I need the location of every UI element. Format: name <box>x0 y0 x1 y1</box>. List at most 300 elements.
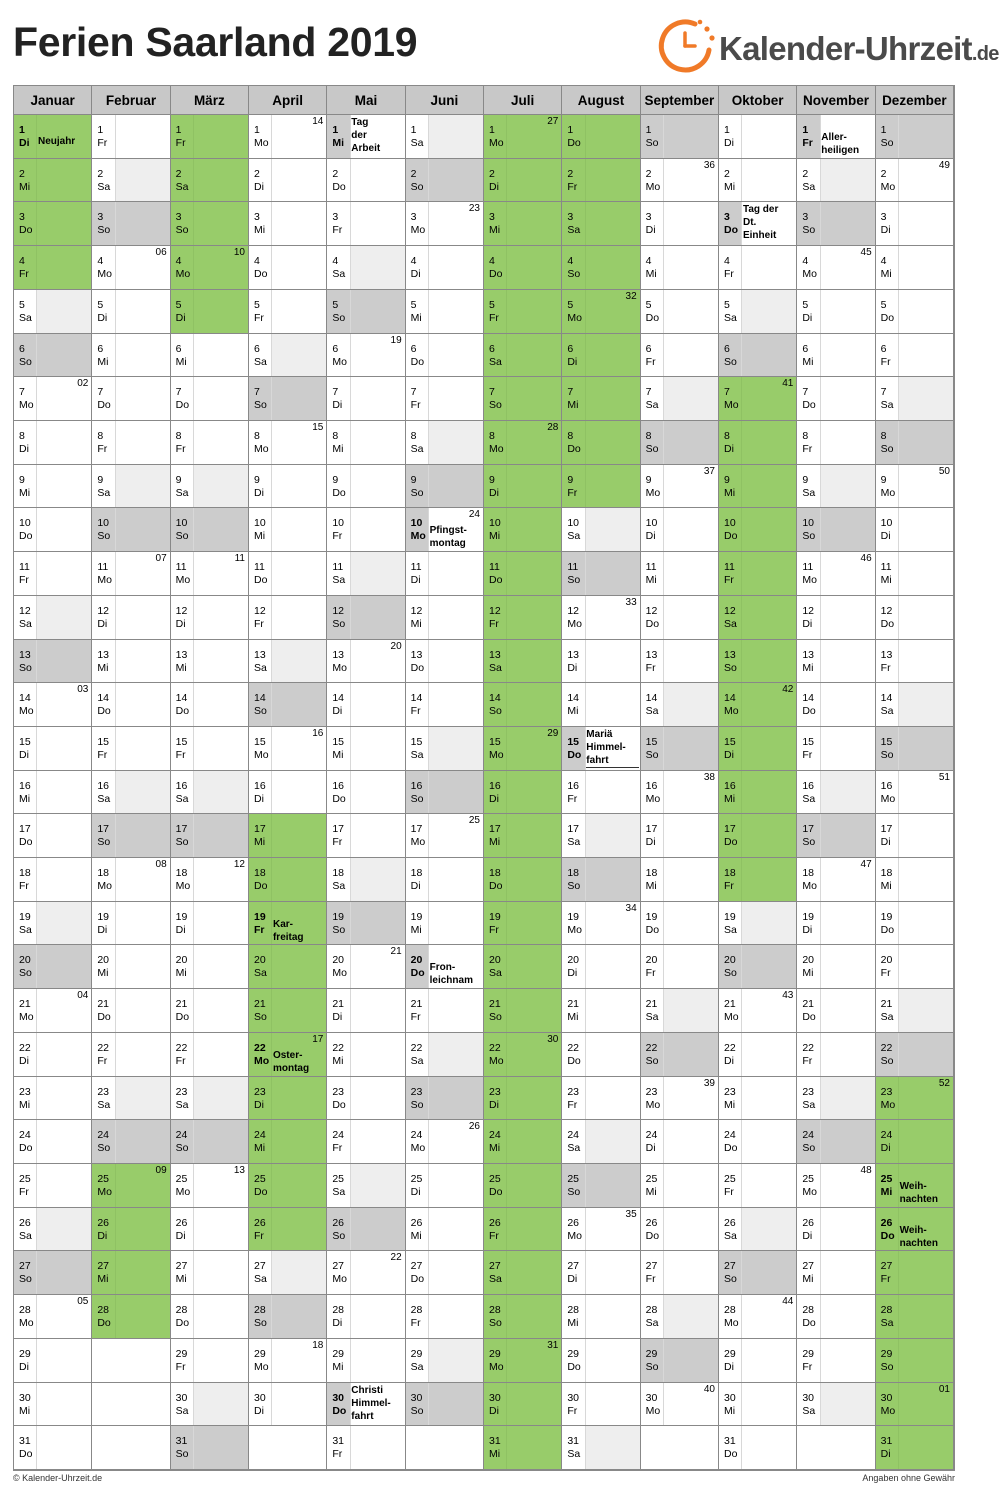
day-cell[interactable] <box>327 1208 405 1252</box>
day-cell[interactable] <box>171 115 249 159</box>
day-cell[interactable] <box>171 465 249 509</box>
day-cell[interactable] <box>171 640 249 684</box>
day-cell[interactable] <box>562 727 640 771</box>
day-cell[interactable] <box>876 377 954 421</box>
day-cell[interactable] <box>484 334 562 378</box>
day-cell[interactable] <box>249 771 327 815</box>
day-cell[interactable] <box>92 465 170 509</box>
day-cell[interactable] <box>249 115 327 159</box>
day-cell[interactable] <box>641 727 719 771</box>
day-cell[interactable] <box>641 202 719 246</box>
day-cell[interactable] <box>797 202 875 246</box>
day-cell[interactable] <box>562 1077 640 1121</box>
day-cell[interactable] <box>249 1077 327 1121</box>
day-cell[interactable] <box>797 1295 875 1339</box>
day-cell[interactable] <box>876 858 954 902</box>
day-cell[interactable] <box>641 683 719 727</box>
day-cell[interactable] <box>14 1383 92 1427</box>
day-cell[interactable] <box>876 115 954 159</box>
day-cell[interactable] <box>719 246 797 290</box>
day-cell[interactable] <box>14 1426 92 1470</box>
day-cell[interactable] <box>876 1383 954 1427</box>
day-cell[interactable] <box>171 159 249 203</box>
day-cell[interactable] <box>562 1339 640 1383</box>
day-cell[interactable] <box>327 771 405 815</box>
day-cell[interactable] <box>171 902 249 946</box>
day-cell[interactable] <box>92 989 170 1033</box>
day-cell[interactable] <box>562 1251 640 1295</box>
day-cell[interactable] <box>171 945 249 989</box>
day-cell[interactable] <box>719 334 797 378</box>
day-cell[interactable] <box>249 290 327 334</box>
day-cell[interactable] <box>797 989 875 1033</box>
day-cell[interactable] <box>92 596 170 640</box>
day-cell[interactable] <box>327 683 405 727</box>
day-cell[interactable] <box>719 159 797 203</box>
day-cell[interactable] <box>719 421 797 465</box>
day-cell[interactable] <box>562 814 640 858</box>
day-cell[interactable] <box>14 1208 92 1252</box>
day-cell[interactable] <box>797 902 875 946</box>
day-cell[interactable] <box>876 596 954 640</box>
day-cell[interactable] <box>249 1164 327 1208</box>
day-cell[interactable] <box>562 1208 640 1252</box>
day-cell[interactable] <box>249 465 327 509</box>
day-cell[interactable] <box>92 115 170 159</box>
day-cell[interactable] <box>641 115 719 159</box>
day-cell[interactable] <box>92 377 170 421</box>
day-cell[interactable] <box>876 246 954 290</box>
day-cell[interactable] <box>641 1251 719 1295</box>
day-cell[interactable] <box>327 1339 405 1383</box>
day-cell[interactable] <box>249 1295 327 1339</box>
day-cell[interactable] <box>14 115 92 159</box>
day-cell[interactable] <box>719 1033 797 1077</box>
day-cell[interactable] <box>876 727 954 771</box>
day-cell[interactable] <box>876 552 954 596</box>
day-cell[interactable] <box>406 1120 484 1164</box>
day-cell[interactable] <box>171 202 249 246</box>
day-cell[interactable] <box>641 421 719 465</box>
day-cell[interactable] <box>249 159 327 203</box>
day-cell[interactable] <box>171 1077 249 1121</box>
day-cell[interactable] <box>406 1077 484 1121</box>
day-cell[interactable] <box>641 1383 719 1427</box>
day-cell[interactable] <box>876 465 954 509</box>
day-cell[interactable] <box>797 290 875 334</box>
day-cell[interactable] <box>484 1120 562 1164</box>
day-cell[interactable] <box>719 465 797 509</box>
day-cell[interactable] <box>641 1295 719 1339</box>
day-cell[interactable] <box>484 902 562 946</box>
day-cell[interactable] <box>327 465 405 509</box>
day-cell[interactable] <box>876 421 954 465</box>
day-cell[interactable] <box>484 508 562 552</box>
day-cell[interactable] <box>171 1426 249 1470</box>
day-cell[interactable] <box>719 508 797 552</box>
day-cell[interactable] <box>562 377 640 421</box>
day-cell[interactable] <box>562 552 640 596</box>
day-cell[interactable] <box>876 1208 954 1252</box>
day-cell[interactable] <box>406 1251 484 1295</box>
day-cell[interactable] <box>327 508 405 552</box>
day-cell[interactable] <box>327 202 405 246</box>
day-cell[interactable] <box>14 814 92 858</box>
day-cell[interactable] <box>406 115 484 159</box>
day-cell[interactable] <box>406 290 484 334</box>
day-cell[interactable] <box>406 596 484 640</box>
day-cell[interactable] <box>92 945 170 989</box>
day-cell[interactable] <box>327 596 405 640</box>
day-cell[interactable] <box>562 858 640 902</box>
day-cell[interactable] <box>14 683 92 727</box>
day-cell[interactable] <box>719 596 797 640</box>
day-cell[interactable] <box>406 377 484 421</box>
day-cell[interactable] <box>797 465 875 509</box>
day-cell[interactable] <box>92 902 170 946</box>
day-cell[interactable] <box>406 1033 484 1077</box>
day-cell[interactable] <box>249 334 327 378</box>
day-cell[interactable] <box>484 465 562 509</box>
day-cell[interactable] <box>641 640 719 684</box>
day-cell[interactable] <box>406 640 484 684</box>
day-cell[interactable] <box>797 1251 875 1295</box>
day-cell[interactable] <box>719 683 797 727</box>
day-cell[interactable] <box>171 1208 249 1252</box>
day-cell[interactable] <box>406 683 484 727</box>
day-cell[interactable] <box>876 334 954 378</box>
day-cell[interactable] <box>14 159 92 203</box>
day-cell[interactable] <box>406 945 484 989</box>
day-cell[interactable] <box>876 290 954 334</box>
day-cell[interactable] <box>484 421 562 465</box>
day-cell[interactable] <box>406 989 484 1033</box>
day-cell[interactable] <box>641 1208 719 1252</box>
day-cell[interactable] <box>327 640 405 684</box>
day-cell[interactable] <box>92 1251 170 1295</box>
day-cell[interactable] <box>484 1164 562 1208</box>
day-cell[interactable] <box>14 945 92 989</box>
day-cell[interactable] <box>719 1426 797 1470</box>
day-cell[interactable] <box>327 377 405 421</box>
day-cell[interactable] <box>562 159 640 203</box>
day-cell[interactable] <box>641 771 719 815</box>
day-cell[interactable] <box>92 1208 170 1252</box>
day-cell[interactable] <box>406 508 484 552</box>
day-cell[interactable] <box>92 159 170 203</box>
day-cell[interactable] <box>171 683 249 727</box>
day-cell[interactable] <box>797 1120 875 1164</box>
day-cell[interactable] <box>641 159 719 203</box>
day-cell[interactable] <box>562 1120 640 1164</box>
day-cell[interactable] <box>876 945 954 989</box>
day-cell[interactable] <box>249 858 327 902</box>
day-cell[interactable] <box>562 246 640 290</box>
day-cell[interactable] <box>641 1120 719 1164</box>
day-cell[interactable] <box>327 246 405 290</box>
day-cell[interactable] <box>249 683 327 727</box>
day-cell[interactable] <box>14 334 92 378</box>
day-cell[interactable] <box>641 858 719 902</box>
day-cell[interactable] <box>14 552 92 596</box>
day-cell[interactable] <box>14 989 92 1033</box>
day-cell[interactable] <box>327 1033 405 1077</box>
day-cell[interactable] <box>719 202 797 246</box>
day-cell[interactable] <box>327 1295 405 1339</box>
day-cell[interactable] <box>876 1295 954 1339</box>
day-cell[interactable] <box>92 508 170 552</box>
day-cell[interactable] <box>406 1295 484 1339</box>
day-cell[interactable] <box>641 814 719 858</box>
day-cell[interactable] <box>562 1426 640 1470</box>
day-cell[interactable] <box>14 290 92 334</box>
day-cell[interactable] <box>797 115 875 159</box>
day-cell[interactable] <box>797 246 875 290</box>
day-cell[interactable] <box>327 115 405 159</box>
day-cell[interactable] <box>327 290 405 334</box>
day-cell[interactable] <box>876 683 954 727</box>
day-cell[interactable] <box>249 246 327 290</box>
day-cell[interactable] <box>249 1033 327 1077</box>
day-cell[interactable] <box>249 421 327 465</box>
day-cell[interactable] <box>876 771 954 815</box>
day-cell[interactable] <box>92 1295 170 1339</box>
day-cell[interactable] <box>641 945 719 989</box>
day-cell[interactable] <box>171 290 249 334</box>
day-cell[interactable] <box>92 814 170 858</box>
day-cell[interactable] <box>327 334 405 378</box>
day-cell[interactable] <box>641 1077 719 1121</box>
day-cell[interactable] <box>327 552 405 596</box>
day-cell[interactable] <box>484 1077 562 1121</box>
day-cell[interactable] <box>327 1383 405 1427</box>
day-cell[interactable] <box>92 640 170 684</box>
day-cell[interactable] <box>92 771 170 815</box>
day-cell[interactable] <box>406 421 484 465</box>
day-cell[interactable] <box>719 814 797 858</box>
day-cell[interactable] <box>14 1033 92 1077</box>
day-cell[interactable] <box>406 1208 484 1252</box>
day-cell[interactable] <box>876 814 954 858</box>
day-cell[interactable] <box>249 1251 327 1295</box>
day-cell[interactable] <box>876 1033 954 1077</box>
day-cell[interactable] <box>406 902 484 946</box>
day-cell[interactable] <box>876 508 954 552</box>
day-cell[interactable] <box>562 465 640 509</box>
day-cell[interactable] <box>14 1164 92 1208</box>
day-cell[interactable] <box>562 945 640 989</box>
day-cell[interactable] <box>719 902 797 946</box>
day-cell[interactable] <box>641 377 719 421</box>
day-cell[interactable] <box>327 902 405 946</box>
day-cell[interactable] <box>406 465 484 509</box>
day-cell[interactable] <box>171 1339 249 1383</box>
site-logo[interactable] <box>655 8 999 78</box>
day-cell[interactable] <box>406 552 484 596</box>
day-cell[interactable] <box>797 1164 875 1208</box>
day-cell[interactable] <box>171 989 249 1033</box>
day-cell[interactable] <box>171 814 249 858</box>
day-cell[interactable] <box>92 246 170 290</box>
day-cell[interactable] <box>562 290 640 334</box>
day-cell[interactable] <box>562 771 640 815</box>
day-cell[interactable] <box>14 202 92 246</box>
day-cell[interactable] <box>484 1208 562 1252</box>
day-cell[interactable] <box>484 1251 562 1295</box>
day-cell[interactable] <box>876 1077 954 1121</box>
day-cell[interactable] <box>562 1164 640 1208</box>
day-cell[interactable] <box>249 1208 327 1252</box>
day-cell[interactable] <box>406 202 484 246</box>
day-cell[interactable] <box>14 858 92 902</box>
day-cell[interactable] <box>641 1033 719 1077</box>
day-cell[interactable] <box>876 1120 954 1164</box>
day-cell[interactable] <box>14 1077 92 1121</box>
day-cell[interactable] <box>719 989 797 1033</box>
day-cell[interactable] <box>719 1208 797 1252</box>
day-cell[interactable] <box>562 683 640 727</box>
day-cell[interactable] <box>797 159 875 203</box>
day-cell[interactable] <box>249 552 327 596</box>
day-cell[interactable] <box>171 1120 249 1164</box>
day-cell[interactable] <box>797 683 875 727</box>
day-cell[interactable] <box>641 552 719 596</box>
day-cell[interactable] <box>797 596 875 640</box>
day-cell[interactable] <box>562 508 640 552</box>
day-cell[interactable] <box>171 1033 249 1077</box>
day-cell[interactable] <box>797 1077 875 1121</box>
day-cell[interactable] <box>249 1383 327 1427</box>
day-cell[interactable] <box>14 727 92 771</box>
day-cell[interactable] <box>327 945 405 989</box>
day-cell[interactable] <box>562 202 640 246</box>
day-cell[interactable] <box>327 1164 405 1208</box>
day-cell[interactable] <box>719 727 797 771</box>
day-cell[interactable] <box>484 945 562 989</box>
day-cell[interactable] <box>14 1339 92 1383</box>
day-cell[interactable] <box>327 1251 405 1295</box>
day-cell[interactable] <box>797 1339 875 1383</box>
day-cell[interactable] <box>719 858 797 902</box>
day-cell[interactable] <box>484 552 562 596</box>
day-cell[interactable] <box>484 377 562 421</box>
day-cell[interactable] <box>92 683 170 727</box>
day-cell[interactable] <box>719 1077 797 1121</box>
day-cell[interactable] <box>641 465 719 509</box>
day-cell[interactable] <box>641 989 719 1033</box>
day-cell[interactable] <box>876 989 954 1033</box>
day-cell[interactable] <box>562 1383 640 1427</box>
day-cell[interactable] <box>641 334 719 378</box>
day-cell[interactable] <box>406 246 484 290</box>
day-cell[interactable] <box>562 640 640 684</box>
day-cell[interactable] <box>92 421 170 465</box>
day-cell[interactable] <box>327 1120 405 1164</box>
day-cell[interactable] <box>171 1164 249 1208</box>
day-cell[interactable] <box>797 1208 875 1252</box>
day-cell[interactable] <box>797 421 875 465</box>
day-cell[interactable] <box>327 858 405 902</box>
day-cell[interactable] <box>14 508 92 552</box>
day-cell[interactable] <box>562 1033 640 1077</box>
day-cell[interactable] <box>797 640 875 684</box>
day-cell[interactable] <box>797 771 875 815</box>
day-cell[interactable] <box>14 1120 92 1164</box>
day-cell[interactable] <box>719 1339 797 1383</box>
day-cell[interactable] <box>484 814 562 858</box>
day-cell[interactable] <box>171 771 249 815</box>
day-cell[interactable] <box>249 640 327 684</box>
day-cell[interactable] <box>719 1120 797 1164</box>
day-cell[interactable] <box>171 1295 249 1339</box>
day-cell[interactable] <box>171 421 249 465</box>
day-cell[interactable] <box>92 1077 170 1121</box>
day-cell[interactable] <box>484 1033 562 1077</box>
day-cell[interactable] <box>406 858 484 902</box>
day-cell[interactable] <box>484 727 562 771</box>
day-cell[interactable] <box>171 246 249 290</box>
day-cell[interactable] <box>641 290 719 334</box>
day-cell[interactable] <box>14 640 92 684</box>
day-cell[interactable] <box>484 246 562 290</box>
day-cell[interactable] <box>327 814 405 858</box>
day-cell[interactable] <box>484 683 562 727</box>
day-cell[interactable] <box>92 1164 170 1208</box>
day-cell[interactable] <box>876 640 954 684</box>
day-cell[interactable] <box>171 858 249 902</box>
day-cell[interactable] <box>719 945 797 989</box>
day-cell[interactable] <box>14 1251 92 1295</box>
day-cell[interactable] <box>719 1383 797 1427</box>
day-cell[interactable] <box>484 1295 562 1339</box>
day-cell[interactable] <box>14 465 92 509</box>
day-cell[interactable] <box>92 202 170 246</box>
day-cell[interactable] <box>719 377 797 421</box>
day-cell[interactable] <box>797 858 875 902</box>
day-cell[interactable] <box>641 596 719 640</box>
day-cell[interactable] <box>92 1033 170 1077</box>
day-cell[interactable] <box>484 596 562 640</box>
day-cell[interactable] <box>171 334 249 378</box>
day-cell[interactable] <box>14 1295 92 1339</box>
day-cell[interactable] <box>797 1383 875 1427</box>
day-cell[interactable] <box>876 1251 954 1295</box>
day-cell[interactable] <box>562 115 640 159</box>
day-cell[interactable] <box>719 290 797 334</box>
day-cell[interactable] <box>406 1164 484 1208</box>
day-cell[interactable] <box>719 640 797 684</box>
day-cell[interactable] <box>797 814 875 858</box>
day-cell[interactable] <box>406 727 484 771</box>
day-cell[interactable] <box>249 202 327 246</box>
day-cell[interactable] <box>406 1339 484 1383</box>
day-cell[interactable] <box>484 640 562 684</box>
day-cell[interactable] <box>249 1120 327 1164</box>
day-cell[interactable] <box>562 596 640 640</box>
day-cell[interactable] <box>484 1426 562 1470</box>
day-cell[interactable] <box>876 1426 954 1470</box>
day-cell[interactable] <box>876 1164 954 1208</box>
day-cell[interactable] <box>719 115 797 159</box>
day-cell[interactable] <box>14 246 92 290</box>
day-cell[interactable] <box>484 858 562 902</box>
day-cell[interactable] <box>406 334 484 378</box>
day-cell[interactable] <box>641 246 719 290</box>
day-cell[interactable] <box>719 1295 797 1339</box>
day-cell[interactable] <box>249 945 327 989</box>
day-cell[interactable] <box>327 1426 405 1470</box>
day-cell[interactable] <box>92 334 170 378</box>
